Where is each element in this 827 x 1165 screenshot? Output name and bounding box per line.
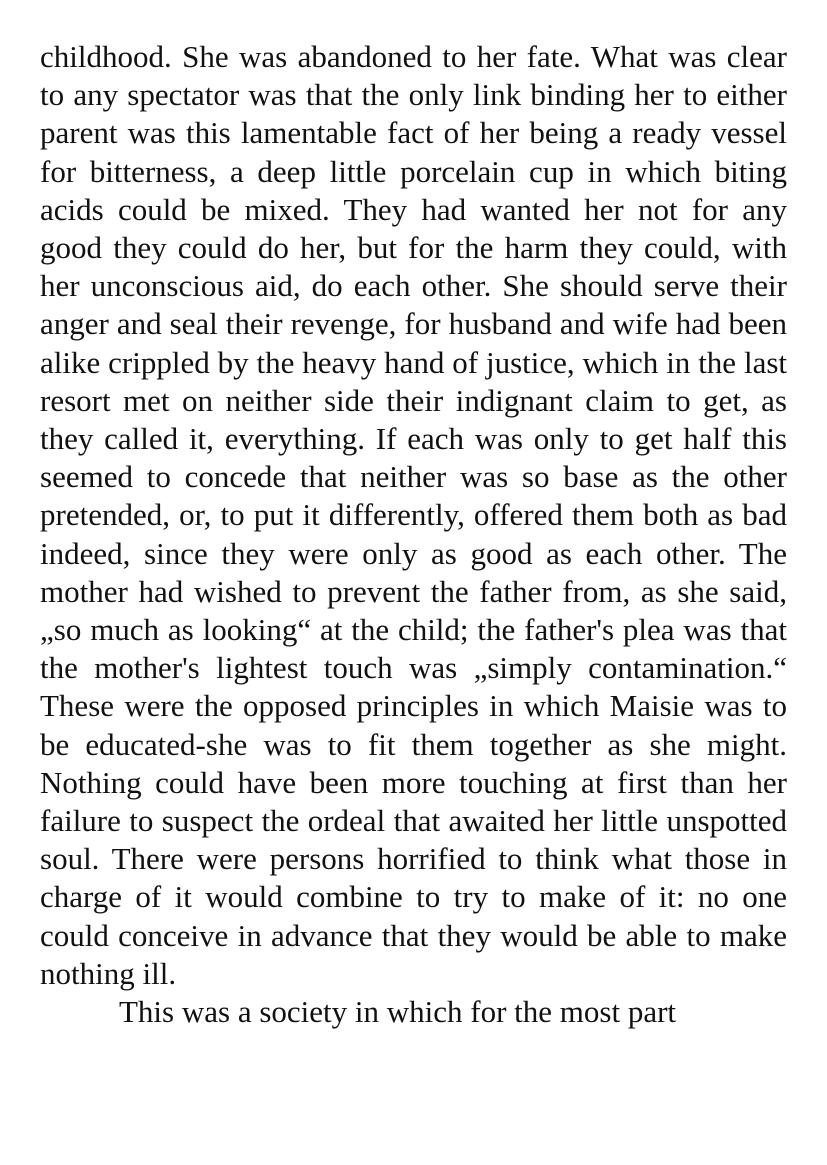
body-paragraph-indented: This was a society in which for the most part [119, 994, 677, 1030]
body-paragraph: childhood. She was abandoned to her fate. What was clear to any spectator was that the only link binding her to either parent was this lamentable fact of her being a ready vessel for bitterness, a deep little porcelain cup in which biting acids could be mixed. They had wanted her not for any good they could do her, but for the harm they could, with her unconscious aid, do each other. She should serve their anger and seal their revenge, for husband and wife had been alike crippled by the heavy hand of justice, which in the last resort met on neither side their indignant claim to get, as they called it, everything. If each was only to get half this seemed to concede that neither was so base as the other pretended, or, to put it differently, offered them both as bad indeed, since they were only as good as each other. The mother had wished to prevent the father from, as she said, „so much as looking“ at the child; the father's plea was that the mother's lightest touch was „simply contamination.“ These were the opposed principles in which Maisie was to be educated-she was to fit them together as she might. Nothing could have been more touching at first than her failure to suspect the ordeal that awaited her little unspotted soul. There were persons horrified to think what those in charge of it would combine to try to make of it: no one could conceive in advance that they would be able to make nothing ill. [40, 39, 787, 991]
document-page [40, 38, 787, 1031]
